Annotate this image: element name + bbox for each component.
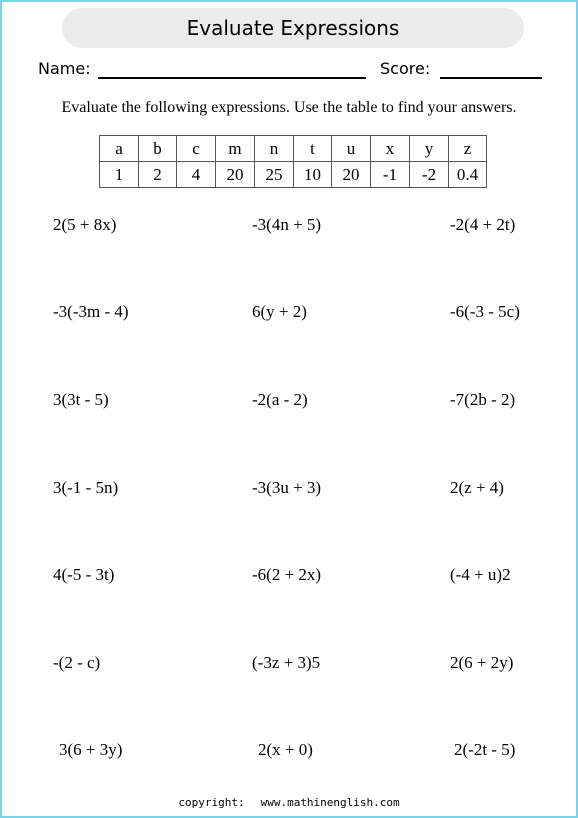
page-title: Evaluate Expressions bbox=[186, 16, 400, 40]
name-label: Name: bbox=[38, 59, 91, 78]
expression-item: 3(3t - 5) bbox=[53, 390, 109, 409]
variable-cell: b bbox=[139, 136, 177, 162]
expression-item: -(2 - c) bbox=[53, 653, 101, 672]
variable-cell: a bbox=[100, 136, 139, 162]
expression-item: 2(x + 0) bbox=[258, 740, 313, 759]
variable-cell: c bbox=[177, 136, 216, 162]
expression-item: -6(2 + 2x) bbox=[252, 565, 322, 584]
expression-item: 2(-2t - 5) bbox=[454, 740, 516, 759]
value-cell: 1 bbox=[100, 162, 139, 188]
copyright-label: copyright: bbox=[178, 796, 245, 809]
variable-cell: m bbox=[216, 136, 255, 162]
score-answer-line[interactable] bbox=[440, 77, 542, 79]
value-row bbox=[100, 162, 487, 188]
variable-values-table bbox=[99, 135, 487, 188]
value-cell: 2 bbox=[139, 162, 177, 188]
value-cell: 4 bbox=[177, 162, 216, 188]
expression-item: 3(-1 - 5n) bbox=[53, 478, 119, 497]
expression-item: 6(y + 2) bbox=[252, 302, 307, 321]
variable-cell: z bbox=[449, 136, 487, 162]
website-link[interactable]: www.mathinenglish.com bbox=[260, 796, 400, 809]
expression-item: -2(a - 2) bbox=[252, 390, 308, 409]
expression-item: -3(-3m - 4) bbox=[53, 302, 129, 321]
expression-item: -3(4n + 5) bbox=[252, 215, 322, 234]
variable-cell: n bbox=[255, 136, 294, 162]
name-score-row bbox=[38, 58, 546, 82]
expression-item: 2(5 + 8x) bbox=[53, 215, 117, 234]
variable-cell: t bbox=[294, 136, 332, 162]
variable-cell: u bbox=[332, 136, 371, 162]
title-banner bbox=[62, 8, 524, 48]
variable-row bbox=[100, 136, 487, 162]
expression-item: 4(-5 - 3t) bbox=[53, 565, 115, 584]
copyright-footer bbox=[2, 796, 576, 809]
expression-item: (-4 + u)2 bbox=[450, 565, 511, 584]
instructions-text: Evaluate the following expressions. Use the table to find your answers. bbox=[61, 99, 517, 116]
variable-cell: x bbox=[371, 136, 410, 162]
value-cell: -2 bbox=[410, 162, 449, 188]
value-cell: 10 bbox=[294, 162, 332, 188]
expression-item: -2(4 + 2t) bbox=[450, 215, 516, 234]
expression-item: 2(z + 4) bbox=[450, 478, 504, 497]
expression-item: -6(-3 - 5c) bbox=[450, 302, 520, 321]
name-answer-line[interactable] bbox=[98, 77, 366, 79]
expression-item: -3(3u + 3) bbox=[252, 478, 322, 497]
value-cell: 25 bbox=[255, 162, 294, 188]
value-cell: 20 bbox=[332, 162, 371, 188]
value-cell: 20 bbox=[216, 162, 255, 188]
expression-item: (-3z + 3)5 bbox=[252, 653, 321, 672]
value-cell: 0.4 bbox=[449, 162, 487, 188]
expression-item: 3(6 + 3y) bbox=[59, 740, 123, 759]
expression-item: 2(6 + 2y) bbox=[450, 653, 514, 672]
value-cell: -1 bbox=[371, 162, 410, 188]
expression-item: -7(2b - 2) bbox=[450, 390, 516, 409]
score-label: Score: bbox=[380, 59, 431, 78]
variable-cell: y bbox=[410, 136, 449, 162]
